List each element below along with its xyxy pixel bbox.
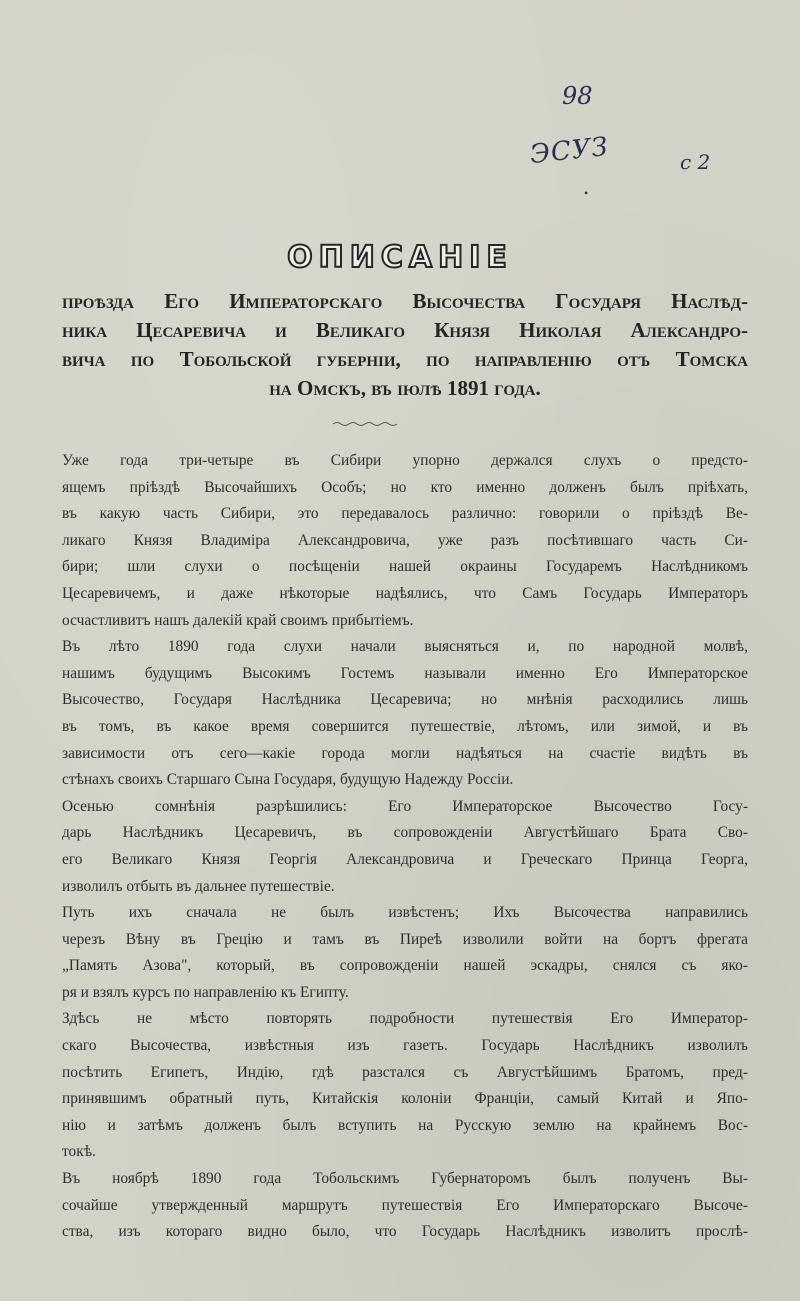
document-heading: ОПИСАНІЕ — [287, 240, 513, 275]
body-line: Осенью сомнѣнія разрѣшились: Его Императорское Высочество Госу- — [62, 797, 748, 815]
body-line: ря и взялъ курсъ по направленію къ Египту. — [62, 983, 349, 1001]
body-line: зависимости отъ сего—какіе города могли надѣяться на счастіе видѣть въ — [62, 744, 748, 762]
body-line: токѣ. — [62, 1143, 96, 1161]
body-text — [62, 448, 748, 1246]
body-line: нію и затѣмъ долженъ былъ вступить на Русскую землю на крайнемъ Вос- — [62, 1116, 748, 1134]
body-line: Высочество, Государя Наслѣдника Цесаревича; но мнѣнія расходились лишь — [62, 691, 748, 709]
body-line: посѣтить Египетъ, Индію, гдѣ разстался съ Августѣйшимъ Братомъ, пред- — [62, 1063, 748, 1081]
subtitle-line: ника Цесаревича и Великаго Князя Николая Александро- — [62, 318, 748, 342]
body-line: осчастливитъ нашъ далекій край своимъ прибытіемъ. — [62, 611, 414, 629]
subtitle-line: на Омскъ, въ іюлѣ 1891 года. — [269, 376, 541, 400]
body-line: Въ ноябрѣ 1890 года Тобольскимъ Губернаторомъ былъ полученъ Вы- — [62, 1170, 748, 1188]
body-line: ящемъ пріѣздѣ Высочайшихъ Особъ; но кто именно долженъ былъ пріѣхать, — [62, 478, 748, 496]
handwritten-note-copy-mark: с 2 — [680, 150, 711, 174]
body-line: Цесаревичемъ, и даже нѣкоторые надѣялись, что Самъ Государь Императоръ — [62, 584, 748, 602]
body-line: дарь Наслѣдникъ Цесаревичъ, въ сопровожденіи Августѣйшаго Брата Сво- — [62, 824, 748, 842]
body-line: сочайше утвержденный маршрутъ путешествія Его Императорскаго Высоче- — [62, 1196, 748, 1214]
body-line: его Великаго Князя Георгія Александровича и Греческаго Принца Георга, — [62, 850, 748, 868]
body-line: ства, изъ котораго видно было, что Государь Наслѣдникъ изволитъ прослѣ- — [62, 1223, 748, 1241]
handwritten-note-catalog-mark: ЭСУЗ — [528, 131, 611, 171]
body-line: Путь ихъ сначала не былъ извѣстенъ; Ихъ Высочества направились — [62, 904, 748, 922]
body-line: нашимъ будущимъ Высокимъ Гостемъ называли именно Его Императорское — [62, 664, 748, 682]
body-line: въ томъ, въ какое время совершится путешествіе, лѣтомъ, или зимой, и въ — [62, 717, 748, 735]
decorative-wavy-rule — [333, 421, 399, 427]
subtitle-line: вича по Тобольской губерніи, по направленію отъ Томска — [62, 347, 748, 371]
document-subtitle — [62, 287, 748, 403]
body-line: бири; шли слухи о посѣщеніи нашей окраины Государемъ Наслѣдникомъ — [62, 558, 748, 576]
body-line: скаго Высочества, извѣстныя изъ газетъ. Государь Наслѣдникъ изволилъ — [62, 1037, 748, 1055]
body-line: изволилъ отбыть въ дальнее путешествіе. — [62, 877, 335, 895]
body-line: черезъ Вѣну въ Грецію и тамъ въ Пиреѣ изволили войти на бортъ фрегата — [62, 930, 748, 948]
body-line: принявшимъ обратный путь, Китайскія колоніи Франціи, самый Китай и Япо- — [62, 1090, 748, 1108]
body-line: „Память Азова", который, въ сопровожденіи нашей эскадры, снялся съ яко- — [62, 957, 748, 975]
body-line: ликаго Князя Владиміра Александровича, уже разъ посѣтившаго часть Си- — [62, 531, 748, 549]
ink-dot: • — [584, 186, 589, 200]
subtitle-line: проѣзда Его Императорскаго Высочества Государя Наслѣд- — [62, 289, 748, 313]
body-line: стѣнахъ своихъ Старшаго Сына Государя, будущую Надежду Россіи. — [62, 771, 514, 789]
body-line: Здѣсь не мѣсто повторять подробности путешествія Его Император- — [62, 1010, 748, 1028]
body-line: Уже года три-четыре въ Сибири упорно держался слухъ о предсто- — [62, 452, 748, 469]
body-line: въ какую часть Сибири, это передавалось различно: говорили о пріѣздѣ Ве- — [62, 505, 748, 523]
body-line: Въ лѣто 1890 года слухи начали выясняться и, по народной молвѣ, — [62, 638, 748, 656]
handwritten-note-archive-number: 98 — [562, 82, 593, 110]
